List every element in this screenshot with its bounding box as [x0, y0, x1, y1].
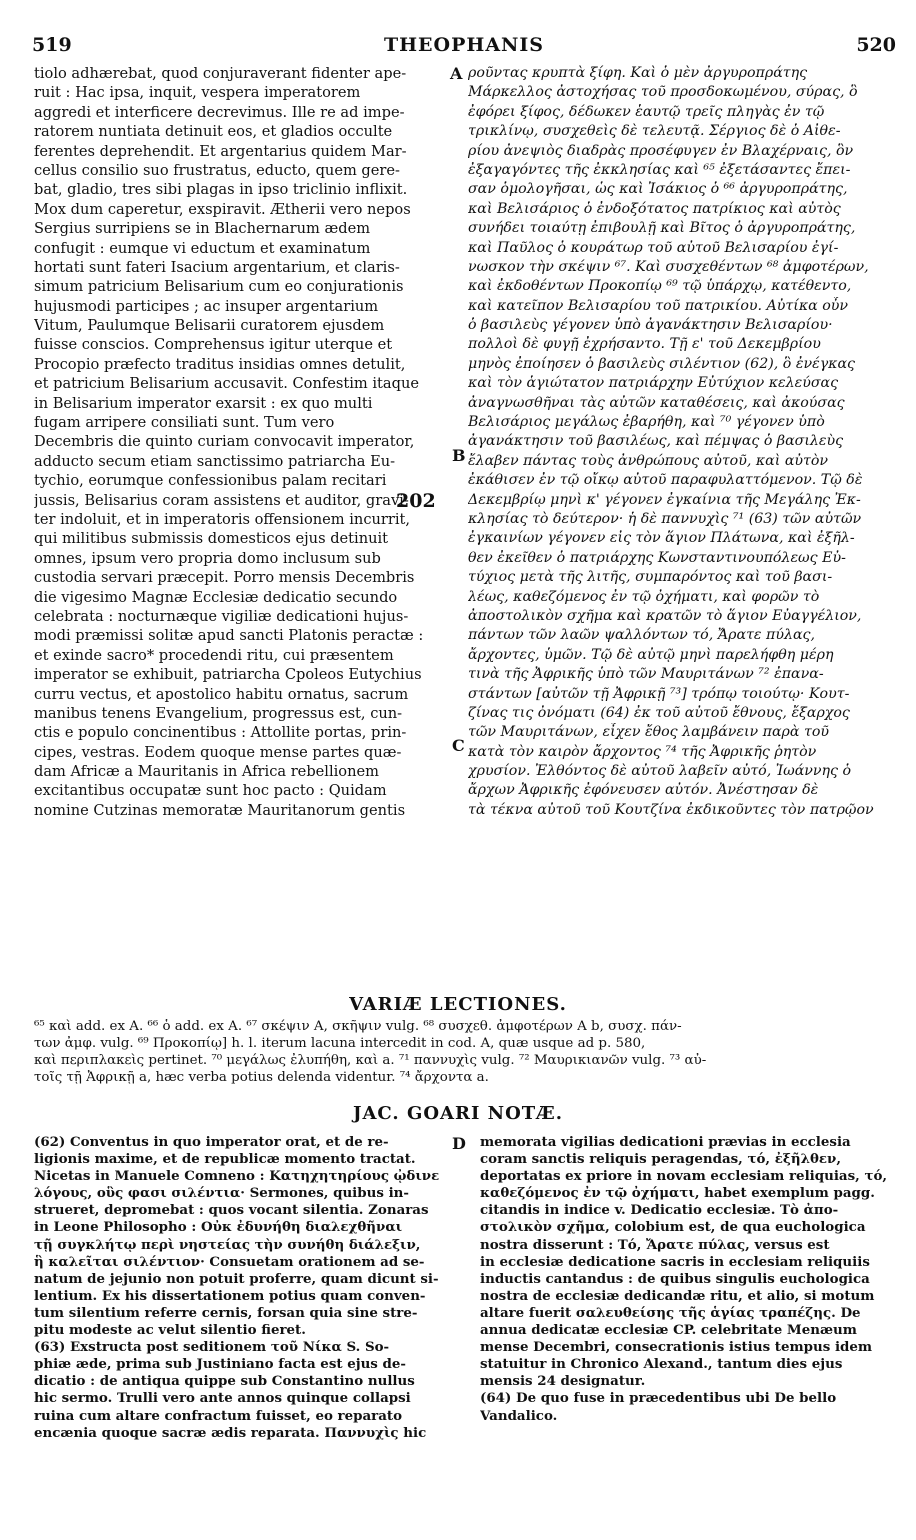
latin-text-line: die vigesimo Magnæ Ecclesiæ dedicatio secundo — [34, 588, 398, 606]
latin-text-line: dam Africæ a Mauritanis in Africa rebellionem — [34, 763, 379, 781]
greek-text-line: τῶν Μαυριτάνων, εἶχεν ἔθος λαμβάνειν παρὰ τοῦ — [468, 724, 829, 741]
greek-text-line: κλησίας τὸ δεύτερον· ἡ δὲ παννυχὶς ⁷¹ (63) τῶν αὐτῶν — [468, 510, 862, 527]
greek-text-line: ροῦντας κρυπτὰ ξίφη. Καὶ ὁ μὲν ἀργυροπράτης — [468, 65, 808, 81]
latin-text-line: jussis, Belisarius coram assistens et auditor, gravi- — [34, 491, 409, 509]
greek-text-line: καὶ τὸν ἁγιώτατον πατριάρχην Εὐτύχιον κελεύσας — [468, 375, 839, 392]
latin-text-line: ter indoluit, et in imperatoris offensionem incurrit, — [34, 510, 411, 528]
note-text-line: mense Decembri, consecrationis istius tempus idem — [480, 1339, 873, 1356]
variant-reading-line: τοῖς τῇ Ἀφρικῇ a, hæc verba potius delenda videntur. ⁷⁴ ἄρχοντα a. — [34, 1070, 489, 1085]
latin-text-line: modi præmissi solitæ apud sancti Platonis peractæ : — [34, 627, 424, 645]
latin-text-line: fugam arripere consiliati sunt. Tum vero — [34, 414, 335, 432]
running-title: THEOPHANIS — [383, 34, 545, 56]
note-text-line: nostra de ecclesiæ dedicandæ ritu, et alio, si motum — [480, 1287, 875, 1304]
latin-text-line: cipes, vestras. Eodem quoque mense partes quæ- — [34, 743, 402, 761]
note-text-line: memorata vigilias dedicationi prævias in ecclesia — [480, 1134, 851, 1150]
note-text-line: in Leone Philosopho : Οὐκ ἐδυνήθη διαλεχθῆναι — [34, 1219, 403, 1236]
note-text-line: στολικὸν σχῆμα, colobium est, de qua euchologica — [480, 1219, 866, 1236]
latin-text-line: omnes, ipsum vero propria domo inclusum sub — [34, 549, 381, 567]
latin-text-line: curru vectus, et apostolico habitu ornatus, sacrum — [34, 685, 409, 703]
note-text-line: καθεζόμενος ἐν τῷ ὀχήματι, habet exemplum pagg. — [480, 1185, 875, 1202]
greek-text-line: τρικλίνῳ, συσχεθεὶς δὲ τελευτᾷ. Σέργιος δὲ ὁ Αἰθε- — [468, 123, 841, 140]
variae-lectiones-title: VARIÆ LECTIONES. — [349, 994, 567, 1015]
latin-text-line: Sergius surripiens se in Blachernarum ædem — [34, 220, 371, 238]
greek-text-line: ἀποστολικὸν σχῆμα καὶ κρατῶν τὸ ἅγιον Εὐαγγέλιον, — [468, 607, 862, 624]
note-text-line: deportatas ex priore in novam ecclesiam reliquias, τό, — [480, 1168, 888, 1185]
latin-text-line: ruit : Hac ipsa, inquit, vespera imperatorem — [34, 84, 361, 102]
latin-text-line: manibus tenens Evangelium, progressus est, cun- — [34, 704, 403, 722]
greek-text-line: τινὰ τῆς Ἀφρικῆς ὑπὸ τῶν Μαυριτάνων ⁷² ἐπανα- — [468, 666, 824, 683]
section-marker-b: B — [452, 446, 466, 465]
latin-text-line: excitantibus occupatæ sunt hoc pacto : Quidam — [34, 782, 387, 800]
greek-text-line: θεν ἐκεῖθεν ὁ πατριάρχης Κωνσταντινουπόλεως Εὐ- — [468, 549, 846, 566]
note-text-line: inductis cantandus : de quibus singulis euchologica — [480, 1270, 870, 1287]
greek-text-line: ζίνας τις ὀνόματι (64) ἐκ τοῦ αὐτοῦ ἔθνους, ἔξαρχος — [468, 704, 850, 721]
note-text-line: encænia quoque sacræ ædis reparata. Παννυχὶς hic — [34, 1424, 427, 1441]
note-text-line: citandis in indice v. Dedicatio ecclesiæ. Τὸ ἀπο- — [480, 1202, 839, 1219]
greek-text-line: ἄρχων Ἀφρικῆς ἐφόνευσεν αὐτόν. Ἀνέστησαν δὲ — [468, 782, 819, 799]
note-text-line: tum silentium referre cernis, forsan quia sine stre- — [34, 1304, 418, 1321]
note-text-line: coram sanctis reliquis peragendas, τό, ἐξῆλθεν, — [480, 1151, 841, 1168]
note-text-line: phiæ æde, prima sub Justiniano facta est ejus de- — [34, 1356, 406, 1373]
greek-text-line: σαν ὁμολογῆσαι, ὡς καὶ Ἰσάκιος ὁ ⁶⁶ ἀργυροπράτης, — [468, 181, 848, 198]
section-marker-a: A — [450, 64, 463, 83]
greek-text-line: τύχιος μετὰ τῆς λιτῆς, συμπαρόντος καὶ τοῦ βασι- — [468, 569, 833, 586]
note-text-line: annua dedicatæ ecclesiæ CP. celebritate Menæum — [480, 1322, 857, 1339]
note-text-line: ἣ καλεῖται σιλέντιον· Consuetam orationem ad se- — [34, 1253, 425, 1270]
latin-text-line: tiolo adhærebat, quod conjuraverant fidenter ape- — [34, 65, 407, 82]
section-marker-c: C — [452, 736, 465, 755]
greek-text-line: πάντων τῶν λαῶν ψαλλόντων τό, Ἄρατε πύλας, — [468, 627, 816, 644]
greek-text-line: πολλοὶ δὲ φυγῇ ἐχρήσαντο. Τῇ ε' τοῦ Δεκεμβρίου — [468, 336, 821, 353]
latin-text-line: imperator se exhibuit, patriarcha Cpoleos Eutychius — [34, 666, 422, 684]
latin-text-line: confugit : eumque vi eductum et examinatum — [34, 239, 371, 257]
main-text — [34, 64, 904, 984]
greek-text-line: κατὰ τὸν καιρὸν ἄρχοντος ⁷⁴ τῆς Ἀφρικῆς ῥητὸν — [468, 743, 817, 760]
greek-text-line: καὶ κατεῖπον Βελισαρίου τοῦ πατρικίου. Αὐτίκα οὖν — [468, 297, 849, 314]
latin-text-line: ctis e populo concinentibus : Attollite portas, prin- — [34, 724, 407, 742]
greek-text-line: λέως, καθεζόμενος ἐν τῷ ὀχήματι, καὶ φορῶν τὸ — [468, 588, 820, 605]
greek-text-line: συνήδει τοιαύτῃ ἐπιβουλῇ καὶ Βῖτος ὁ ἀργυροπράτης, — [468, 220, 856, 237]
greek-text-line: στάντων [αὐτῶν τῇ Ἀφρικῇ ⁷³] τρόπῳ τοιούτῳ· Κουτ- — [468, 685, 850, 702]
latin-text-line: Decembris die quinto curiam convocavit imperator, — [34, 433, 415, 451]
greek-text-line: ἔλαβεν πάντας τοὺς ἀνθρώπους αὐτοῦ, καὶ αὐτὸν — [468, 452, 829, 469]
latin-text-line: hortati sunt fateri Isacium argentarium, et claris- — [34, 258, 400, 276]
latin-text-line: et patricium Belisarium accusavit. Confestim itaque — [34, 375, 420, 393]
variant-reading-line: των ἀμφ. vulg. ⁶⁹ Προκοπίῳ] h. l. iterum lacuna intercedit in cod. A, quæ usque ad p. 580, — [34, 1036, 646, 1051]
note-text-line: natum de jejunio non potuit proferre, quam dicunt si- — [34, 1270, 439, 1287]
latin-text-line: et exinde sacro* procedendi ritu, cui præsentem — [34, 646, 394, 664]
greek-text-line: ἐγκαινίων γέγονεν εἰς τὸν ἅγιον Πλάτωνα, καὶ ἐξῆλ- — [468, 530, 855, 547]
latin-text-line: tychio, eorumque confessionibus palam recitari — [34, 472, 387, 490]
greek-text-line: χρυσίον. Ἐλθόντος δὲ αὐτοῦ λαβεῖν αὐτό, Ἰωάννης ὁ — [468, 763, 852, 780]
latin-text-line: bat, gladio, tres sibi plagas in ipso triclinio inflixit. — [34, 181, 408, 199]
greek-text-line: ἐφόρει ξίφος, δέδωκεν ἑαυτῷ τρεῖς πληγὰς ἐν τῷ — [468, 103, 825, 120]
note-text-line: statuitur in Chronico Alexand., tantum dies ejus — [480, 1356, 843, 1373]
greek-text-line: Μάρκελλος ἀστοχήσας τοῦ προσδοκωμένου, σύρας, ὃ — [468, 84, 858, 101]
latin-text-line: ferentes deprehendit. Et argentarius quidem Mar- — [34, 142, 407, 160]
notes-left-column — [34, 1134, 442, 1442]
notes-title: JAC. GOARI NOTÆ. — [352, 1103, 564, 1124]
note-text-line: in ecclesiæ dedicatione sacris in ecclesiam reliquiis — [480, 1253, 870, 1270]
latin-text-line: adducto secum etiam sanctissimo patriarcha Eu- — [34, 452, 396, 470]
note-text-line: τῇ συγκλήτῳ περὶ νηστείας τὴν συνήθη διάλεξιν, — [34, 1236, 421, 1253]
greek-text-line: ἐκάθισεν ἐν τῷ οἴκῳ αὐτοῦ παραφυλαττόμενον. Τῷ δὲ — [468, 472, 863, 489]
page-header — [32, 34, 896, 60]
latin-text-line: fuisse conscios. Comprehensus igitur uterque et — [34, 336, 393, 354]
latin-text-line: Vitum, Paulumque Belisarii curatorem ejusdem — [34, 317, 385, 335]
note-text-line: (63) Exstructa post seditionem τοῦ Νίκα S. So- — [34, 1339, 390, 1356]
latin-text-line: celebrata : nocturnæque vigiliæ dedicationi hujus- — [34, 607, 409, 625]
latin-text-line: aggredi et interficere decrevimus. Ille re ad impe- — [34, 103, 405, 121]
latin-text-line: simum patricium Belisarium cum eo conjurationis — [34, 278, 404, 296]
greek-text-line: ρίου ἀνεψιὸς διαδρὰς προσέφυγεν ἐν Βλαχέρναις, ὃν — [468, 142, 854, 159]
variant-reading-line: ⁶⁵ καὶ add. ex A. ⁶⁶ ὁ add. ex A. ⁶⁷ σκέψιν A, σκῆψιν vulg. ⁶⁸ συσχεθ. ἀμφοτέρων A b, συσχ. πάν- — [34, 1019, 682, 1034]
greek-text-line: καὶ Παῦλος ὁ κουράτωρ τοῦ αὐτοῦ Βελισαρίου ἐγί- — [468, 239, 839, 256]
note-text-line: hic sermo. Trulli vero ante annos quinque collapsi — [34, 1390, 411, 1407]
greek-text-line: μηνὸς ἐποίησεν ὁ βασιλεὺς σιλέντιον (62), ὃ ἐνέγκας — [468, 355, 856, 372]
greek-text-line: τὰ τέκνα αὐτοῦ τοῦ Κουτζίνα ἐκδικοῦντες τὸν πατρῷον — [468, 801, 874, 818]
note-text-line: altare fuerit σαλευθείσης τῆς ἁγίας τραπέζης. De — [480, 1304, 861, 1321]
greek-text-line: νωσκον τὴν σκέψιν ⁶⁷. Καὶ συσχεθέντων ⁶⁸ ἀμφοτέρων, — [468, 258, 869, 275]
note-text-line: lentium. Ex his dissertationem potius quam conven- — [34, 1287, 426, 1304]
note-text-line: (62) Conventus in quo imperator orat, et de re- — [34, 1134, 389, 1150]
latin-text-line: Mox dum caperetur, exspiravit. Ætherii vero nepos — [34, 200, 411, 218]
greek-text-line: ἄρχοντες, ὑμῶν. Τῷ δὲ αὐτῷ μηνὶ παρελήφθη μέρη — [468, 646, 834, 663]
page-number-right: 520 — [856, 34, 896, 56]
latin-text-line: qui militibus submissis domesticos ejus detinuit — [34, 530, 389, 548]
greek-column — [468, 64, 904, 820]
note-text-line: λόγους, οὓς φασι σιλέντια· Sermones, quibus in- — [34, 1185, 409, 1202]
greek-text-line: ἀγανάκτησιν τοῦ βασιλέως, καὶ πέμψας ὁ βασιλεὺς — [468, 433, 844, 450]
variant-reading-line: καὶ περιπλακεὶς pertinet. ⁷⁰ μεγάλως ἐλυπήθη, καὶ a. ⁷¹ παννυχὶς vulg. ⁷² Μαυρικιανῶν vulg. ⁷³ αὐ- — [34, 1053, 707, 1068]
note-text-line: mensis 24 designatur. — [480, 1373, 646, 1390]
latin-text-line: ratorem nuntiata detinuit eos, et gladios occulte — [34, 123, 393, 141]
latin-column — [34, 64, 444, 820]
margin-number-202: 202 — [396, 490, 436, 512]
greek-text-line: Δεκεμβρίῳ μηνὶ κ' γέγονεν ἐγκαίνια τῆς Μεγάλης Ἐκ- — [468, 491, 861, 508]
latin-text-line: in Belisarium imperator exarsit : ex quo multi — [34, 394, 373, 412]
note-text-line: pitu modeste ac velut silentio fieret. — [34, 1322, 306, 1339]
note-text-line: dicatio : de antiqua quippe sub Constantino nullus — [34, 1373, 415, 1390]
latin-text-line: nomine Cutzinas memoratæ Mauritanorum gentis — [34, 801, 406, 819]
page-number-left: 519 — [32, 34, 72, 56]
variae-lectiones — [34, 1018, 902, 1086]
greek-text-line: ἀναγνωσθῆναι τὰς αὐτῶν καταθέσεις, καὶ ἀκούσας — [468, 394, 845, 411]
section-marker-d: D — [452, 1134, 466, 1153]
note-text-line: ligionis maxime, et de republicæ momento tractat. — [34, 1151, 416, 1168]
greek-text-line: Βελισάριος μεγάλως ἐβαρήθη, καὶ ⁷⁰ γέγονεν ὑπὸ — [468, 414, 825, 431]
note-text-line: Vandalico. — [480, 1407, 558, 1424]
latin-text-line: custodia servari præcepit. Porro mensis Decembris — [34, 569, 415, 587]
note-text-line: strueret, depromebat : quos vocant silentia. Zonaras — [34, 1202, 429, 1219]
latin-text-line: Procopio præfecto traditus insidias omnes detulit, — [34, 355, 406, 373]
note-text-line: (64) De quo fuse in præcedentibus ubi De bello — [480, 1390, 837, 1407]
note-text-line: ruina cum altare confractum fuisset, eo reparato — [34, 1407, 403, 1424]
latin-text-line: hujusmodi participes ; ac insuper argentarium — [34, 297, 379, 315]
greek-text-line: ἐξαγαγόντες τῆς ἐκκλησίας καὶ ⁶⁵ ἐξετάσαντες ἔπει- — [468, 161, 851, 178]
greek-text-line: καὶ Βελισάριος ὁ ἐνδοξότατος πατρίκιος καὶ αὐτὸς — [468, 200, 841, 217]
note-text-line: nostra disserunt : Τό, Ἄρατε πύλας, versus est — [480, 1236, 830, 1253]
notes-right-column — [480, 1134, 904, 1425]
greek-text-line: καὶ ἐκδοθέντων Προκοπίῳ ⁶⁹ τῷ ὑπάρχῳ, κατέθεντο, — [468, 278, 852, 295]
greek-text-line: ὁ βασιλεὺς γέγονεν ὑπὸ ἀγανάκτησιν Βελισαρίου· — [468, 317, 833, 334]
latin-text-line: cellus consilio suo frustratus, educto, quem gere- — [34, 161, 400, 179]
note-text-line: Nicetas in Manuele Comneno : Κατηχητηρίους ᾠδινε — [34, 1168, 440, 1185]
